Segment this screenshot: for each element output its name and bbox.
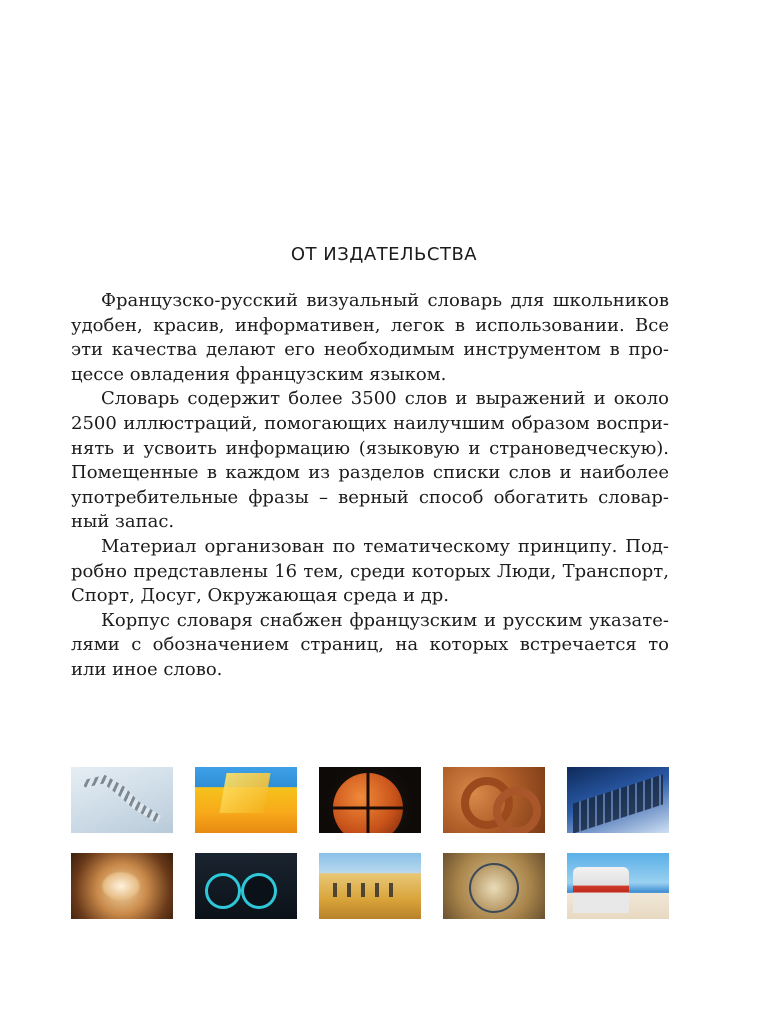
page-heading: ОТ ИЗДАТЕЛЬСТВА bbox=[290, 244, 478, 265]
pretzels-image bbox=[443, 767, 545, 833]
paragraph-2: Словарь содержит более 3500 слов и выражений и около 2500 иллюстраций, помогающих наилучшим образом воспринять и усвоить информацию (языковую и страноведческую). Помещенные в каждом из разделов списки слов и наиболее употребительные фразы – верный способ обогатить словарный запас. bbox=[71, 388, 669, 533]
old-map-compass-image bbox=[443, 853, 545, 919]
basketball-image bbox=[319, 767, 421, 833]
paragraph-1: Французско-русский визуальный словарь для школьников удобен, красив, информативен, легок в использовании. Все эти качества делают его необходимым инструментом в процессе овладения французским языком. bbox=[71, 290, 669, 385]
spiral-staircase-image bbox=[71, 767, 173, 833]
yellow-box-image bbox=[195, 767, 297, 833]
foreword-text bbox=[71, 289, 669, 683]
thumbnail-row-top bbox=[71, 767, 669, 833]
car-dashboard-image bbox=[195, 853, 297, 919]
paragraph-4: Корпус словаря снабжен французским и русским указателями с обозначением страниц, на которых встречается то или иное слово. bbox=[71, 609, 669, 680]
cappuccino-image bbox=[71, 853, 173, 919]
paragraph-3: Материал организован по тематическому принципу. Подробно представлены 16 тем, среди которых Люди, Транспорт, Спорт, Досуг, Окружающая среда и др. bbox=[71, 535, 669, 607]
savanna-zebras-image bbox=[319, 853, 421, 919]
thumbnail-row-bottom bbox=[71, 853, 669, 919]
camper-van-image bbox=[567, 853, 669, 919]
laptop-image bbox=[567, 767, 669, 833]
